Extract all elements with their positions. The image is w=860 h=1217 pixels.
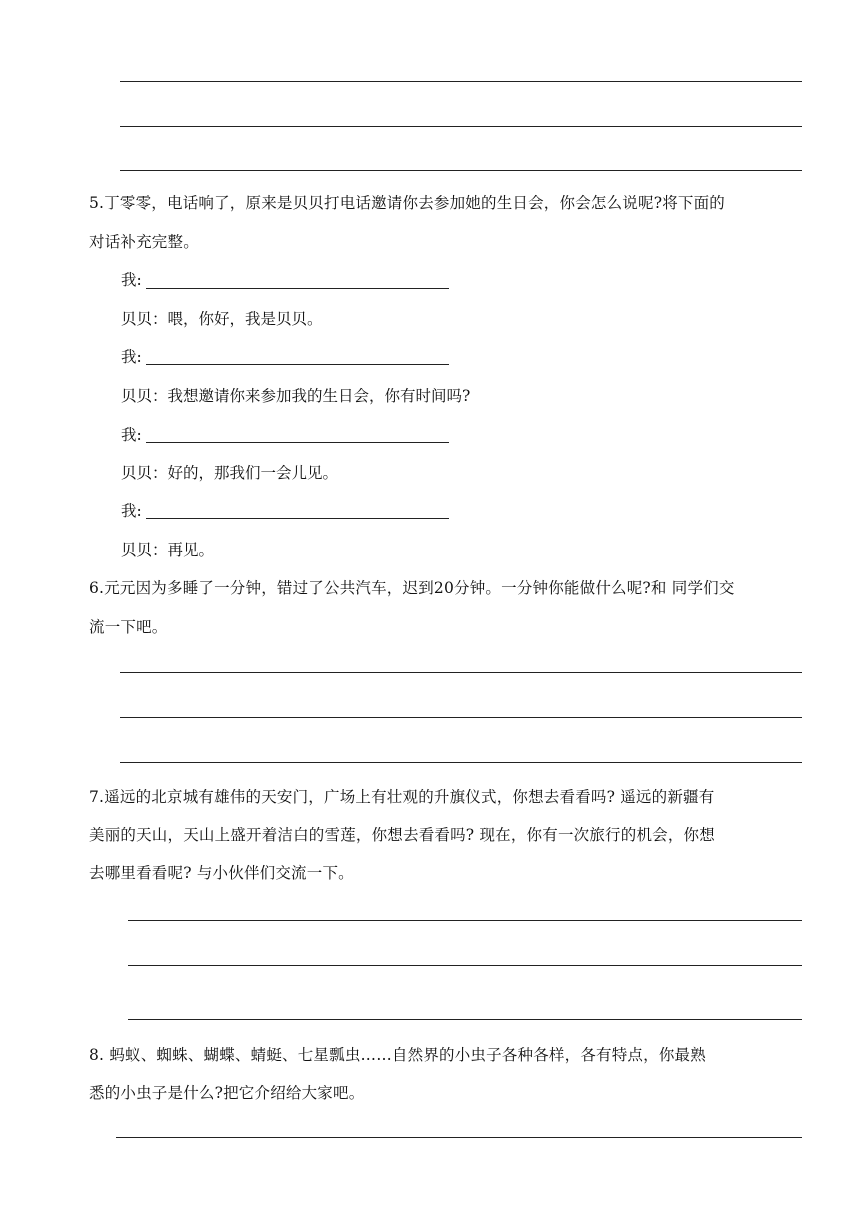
dialogue-answer-line[interactable] [146,442,449,443]
question-8-line-1: 8. 蚂蚁、蜘蛛、蝴蝶、蜻蜓、七星瓢虫……自然界的小虫子各种各样，各有特点，你最熟 [89,1046,706,1064]
answer-line[interactable] [120,126,802,127]
dialogue-text: 喂，你好，我是贝贝。 [167,310,323,328]
dialogue-line-beibei [121,463,338,483]
question-7-line-3: 去哪里看看呢? 与小伙伴们交流一下。 [89,864,354,882]
answer-line[interactable] [120,170,802,171]
dialogue-speaker-beibei: 贝贝： [121,387,168,405]
answer-line[interactable] [120,672,802,673]
dialogue-speaker-beibei: 贝贝： [121,541,168,559]
dialogue-speaker-beibei: 贝贝： [121,310,168,328]
question-5-line-2: 对话补充完整。 [89,233,199,251]
dialogue-speaker-beibei: 贝贝： [121,464,168,482]
dialogue-answer-line[interactable] [146,364,449,365]
question-6-line-2: 流一下吧。 [89,618,168,636]
dialogue-speaker-me: 我: [121,502,142,520]
dialogue-text: 好的，那我们一会儿见。 [167,464,339,482]
answer-line[interactable] [128,965,802,966]
dialogue-line-beibei [121,309,323,329]
dialogue-answer-line[interactable] [146,518,449,519]
answer-line[interactable] [120,762,802,763]
dialogue-speaker-me: 我: [121,271,142,289]
dialogue-speaker-me: 我: [121,426,142,444]
question-8-line-2: 悉的小虫子是什么?把它介绍给大家吧。 [89,1084,365,1102]
answer-line[interactable] [116,1137,802,1138]
dialogue-line-beibei [121,386,470,406]
dialogue-line-beibei [121,540,214,560]
dialogue-speaker-me: 我: [121,348,142,366]
answer-line[interactable] [128,1019,802,1020]
answer-line[interactable] [120,81,802,82]
dialogue-text: 再见。 [167,541,215,559]
question-5-line-1: 5.丁零零，电话响了，原来是贝贝打电话邀请你去参加她的生日会，你会怎么说呢?将下面的 [89,194,726,212]
question-7-line-1: 7.遥远的北京城有雄伟的天安门，广场上有壮观的升旗仪式，你想去看看吗? 遥远的新疆有 [89,788,715,806]
dialogue-answer-line[interactable] [146,288,449,289]
question-6-line-1: 6.元元因为多睡了一分钟，错过了公共汽车，迟到20分钟。一分钟你能做什么呢?和 同学们交 [89,579,735,597]
answer-line[interactable] [120,717,802,718]
dialogue-text: 我想邀请你来参加我的生日会，你有时间吗? [167,387,471,405]
question-7-line-2: 美丽的天山，天山上盛开着洁白的雪莲，你想去看看吗? 现在，你有一次旅行的机会，你想 [89,826,715,844]
answer-line[interactable] [128,920,802,921]
